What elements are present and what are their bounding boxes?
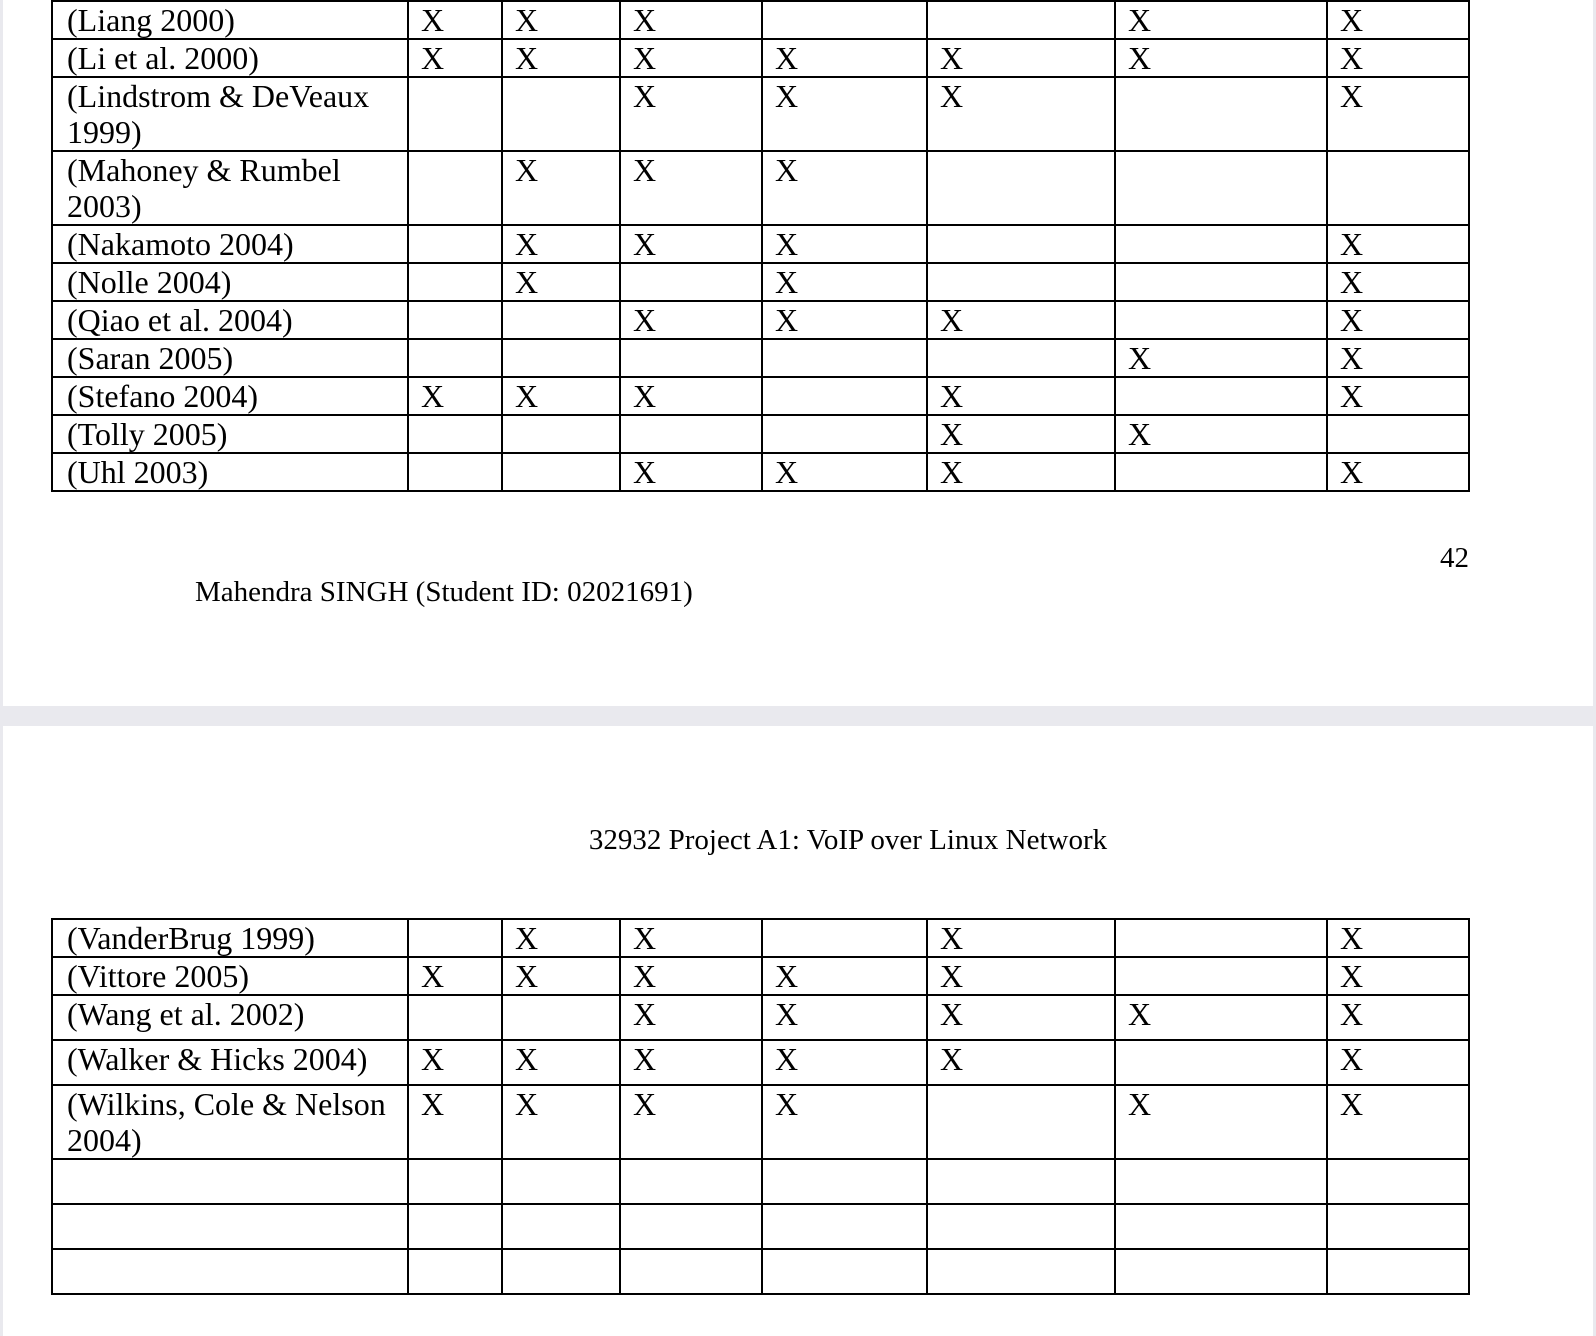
- criteria-mark-cell: X: [408, 1085, 502, 1159]
- table-row: [52, 453, 1469, 491]
- reference-cell: (Nolle 2004): [52, 263, 408, 301]
- criteria-mark-cell: [408, 301, 502, 339]
- reference-cell: (Walker & Hicks 2004): [52, 1040, 408, 1085]
- criteria-mark-cell: [620, 415, 762, 453]
- criteria-mark-cell: X: [502, 263, 620, 301]
- criteria-mark-cell: X: [1327, 39, 1469, 77]
- criteria-mark-cell: [762, 1249, 927, 1294]
- criteria-mark-cell: [620, 339, 762, 377]
- table-row: [52, 39, 1469, 77]
- criteria-mark-cell: X: [1327, 1040, 1469, 1085]
- criteria-mark-cell: X: [408, 957, 502, 995]
- criteria-mark-cell: X: [502, 1040, 620, 1085]
- criteria-mark-cell: [408, 1204, 502, 1249]
- criteria-mark-cell: [1115, 263, 1327, 301]
- reference-cell: (Li et al. 2000): [52, 39, 408, 77]
- reference-cell: (Lindstrom & DeVeaux 1999): [52, 77, 408, 151]
- criteria-mark-cell: [1327, 415, 1469, 453]
- criteria-mark-cell: X: [927, 77, 1115, 151]
- reference-cell: (Qiao et al. 2004): [52, 301, 408, 339]
- criteria-mark-cell: X: [762, 1040, 927, 1085]
- criteria-mark-cell: [927, 263, 1115, 301]
- criteria-mark-cell: [502, 453, 620, 491]
- reference-cell: (VanderBrug 1999): [52, 919, 408, 957]
- criteria-mark-cell: [762, 339, 927, 377]
- criteria-mark-cell: [1115, 1249, 1327, 1294]
- reference-cell: [52, 1159, 408, 1204]
- criteria-mark-cell: X: [620, 919, 762, 957]
- criteria-mark-cell: [927, 151, 1115, 225]
- criteria-mark-cell: X: [620, 1085, 762, 1159]
- criteria-mark-cell: X: [1327, 225, 1469, 263]
- criteria-mark-cell: [1327, 1249, 1469, 1294]
- table-row: [52, 995, 1469, 1040]
- criteria-mark-cell: X: [408, 1, 502, 39]
- literature-matrix-table: [51, 0, 1470, 492]
- criteria-mark-cell: [927, 1159, 1115, 1204]
- criteria-mark-cell: X: [408, 39, 502, 77]
- criteria-mark-cell: [1115, 1040, 1327, 1085]
- criteria-mark-cell: X: [927, 39, 1115, 77]
- criteria-mark-cell: X: [927, 957, 1115, 995]
- criteria-mark-cell: [1327, 151, 1469, 225]
- criteria-mark-cell: X: [1115, 415, 1327, 453]
- criteria-mark-cell: [502, 1159, 620, 1204]
- criteria-mark-cell: [1327, 1204, 1469, 1249]
- criteria-mark-cell: [1115, 225, 1327, 263]
- table-row: [52, 263, 1469, 301]
- criteria-mark-cell: [620, 1159, 762, 1204]
- criteria-mark-cell: [1115, 1159, 1327, 1204]
- criteria-mark-cell: [762, 1159, 927, 1204]
- criteria-mark-cell: X: [620, 453, 762, 491]
- criteria-mark-cell: X: [927, 301, 1115, 339]
- criteria-mark-cell: X: [762, 1085, 927, 1159]
- criteria-mark-cell: X: [1115, 995, 1327, 1040]
- criteria-mark-cell: X: [502, 1, 620, 39]
- criteria-mark-cell: [762, 919, 927, 957]
- criteria-mark-cell: X: [502, 919, 620, 957]
- criteria-mark-cell: X: [1327, 995, 1469, 1040]
- criteria-mark-cell: [927, 339, 1115, 377]
- page-header: 32932 Project A1: VoIP over Linux Network: [588, 824, 1108, 856]
- criteria-mark-cell: X: [1327, 1085, 1469, 1159]
- criteria-mark-cell: X: [762, 39, 927, 77]
- criteria-mark-cell: X: [762, 151, 927, 225]
- table-row: [52, 1204, 1469, 1249]
- criteria-mark-cell: [762, 1, 927, 39]
- table-row: [52, 1, 1469, 39]
- table-row: [52, 1249, 1469, 1294]
- criteria-mark-cell: X: [502, 151, 620, 225]
- criteria-mark-cell: X: [1327, 919, 1469, 957]
- criteria-mark-cell: X: [1115, 1085, 1327, 1159]
- criteria-mark-cell: [927, 1249, 1115, 1294]
- criteria-mark-cell: [502, 1249, 620, 1294]
- criteria-mark-cell: X: [408, 377, 502, 415]
- criteria-mark-cell: [927, 1204, 1115, 1249]
- criteria-mark-cell: X: [620, 39, 762, 77]
- criteria-mark-cell: [408, 995, 502, 1040]
- criteria-mark-cell: [408, 919, 502, 957]
- criteria-mark-cell: X: [620, 151, 762, 225]
- criteria-mark-cell: X: [620, 377, 762, 415]
- criteria-mark-cell: X: [502, 39, 620, 77]
- criteria-mark-cell: X: [762, 453, 927, 491]
- criteria-mark-cell: X: [762, 301, 927, 339]
- reference-cell: (Wilkins, Cole & Nelson 2004): [52, 1085, 408, 1159]
- criteria-mark-cell: X: [927, 377, 1115, 415]
- criteria-mark-cell: X: [620, 77, 762, 151]
- criteria-mark-cell: [1115, 377, 1327, 415]
- criteria-mark-cell: X: [620, 957, 762, 995]
- criteria-mark-cell: [620, 263, 762, 301]
- criteria-mark-cell: [502, 77, 620, 151]
- criteria-mark-cell: X: [1115, 339, 1327, 377]
- criteria-mark-cell: X: [1327, 957, 1469, 995]
- document-page-42: [3, 0, 1593, 706]
- criteria-mark-cell: [408, 339, 502, 377]
- reference-cell: [52, 1204, 408, 1249]
- reference-cell: (Stefano 2004): [52, 377, 408, 415]
- criteria-mark-cell: [927, 1085, 1115, 1159]
- criteria-mark-cell: X: [502, 1085, 620, 1159]
- criteria-mark-cell: [408, 151, 502, 225]
- criteria-mark-cell: [408, 453, 502, 491]
- criteria-mark-cell: [408, 1159, 502, 1204]
- table-row: [52, 919, 1469, 957]
- criteria-mark-cell: [762, 377, 927, 415]
- criteria-mark-cell: X: [620, 1, 762, 39]
- table-row: [52, 339, 1469, 377]
- criteria-mark-cell: [1115, 957, 1327, 995]
- criteria-mark-cell: X: [1115, 1, 1327, 39]
- criteria-mark-cell: [502, 995, 620, 1040]
- criteria-mark-cell: X: [502, 225, 620, 263]
- criteria-mark-cell: [927, 1, 1115, 39]
- document-page-43: [3, 726, 1593, 1336]
- reference-cell: (Saran 2005): [52, 339, 408, 377]
- criteria-mark-cell: X: [1327, 1, 1469, 39]
- criteria-mark-cell: X: [620, 1040, 762, 1085]
- criteria-mark-cell: X: [1115, 39, 1327, 77]
- table-row: [52, 957, 1469, 995]
- table-row: [52, 1085, 1469, 1159]
- criteria-mark-cell: X: [1327, 77, 1469, 151]
- page-footer: Mahendra SINGH (Student ID: 02021691): [195, 576, 693, 608]
- criteria-mark-cell: X: [1327, 263, 1469, 301]
- table-row: [52, 377, 1469, 415]
- criteria-mark-cell: X: [620, 995, 762, 1040]
- criteria-mark-cell: X: [620, 301, 762, 339]
- reference-cell: (Tolly 2005): [52, 415, 408, 453]
- criteria-mark-cell: X: [620, 225, 762, 263]
- criteria-mark-cell: X: [762, 995, 927, 1040]
- criteria-mark-cell: X: [502, 957, 620, 995]
- reference-cell: (Uhl 2003): [52, 453, 408, 491]
- criteria-mark-cell: [502, 415, 620, 453]
- criteria-mark-cell: X: [1327, 377, 1469, 415]
- page-number: 42: [1440, 542, 1469, 574]
- criteria-mark-cell: [408, 263, 502, 301]
- criteria-mark-cell: [1115, 453, 1327, 491]
- criteria-mark-cell: X: [1327, 301, 1469, 339]
- criteria-mark-cell: [502, 1204, 620, 1249]
- criteria-mark-cell: [1115, 77, 1327, 151]
- criteria-mark-cell: X: [927, 995, 1115, 1040]
- table-row: [52, 301, 1469, 339]
- criteria-mark-cell: [620, 1249, 762, 1294]
- criteria-mark-cell: X: [502, 377, 620, 415]
- table-row: [52, 415, 1469, 453]
- criteria-mark-cell: [408, 77, 502, 151]
- table-row: [52, 225, 1469, 263]
- table-row: [52, 1040, 1469, 1085]
- reference-cell: (Mahoney & Rumbel 2003): [52, 151, 408, 225]
- criteria-mark-cell: [502, 339, 620, 377]
- criteria-mark-cell: X: [927, 919, 1115, 957]
- reference-cell: [52, 1249, 408, 1294]
- table-row: [52, 151, 1469, 225]
- criteria-mark-cell: X: [1327, 339, 1469, 377]
- criteria-mark-cell: X: [1327, 453, 1469, 491]
- criteria-mark-cell: X: [927, 1040, 1115, 1085]
- reference-cell: (Vittore 2005): [52, 957, 408, 995]
- criteria-mark-cell: [1115, 301, 1327, 339]
- criteria-mark-cell: [1115, 151, 1327, 225]
- criteria-mark-cell: X: [762, 263, 927, 301]
- criteria-mark-cell: X: [762, 77, 927, 151]
- criteria-mark-cell: [762, 1204, 927, 1249]
- criteria-mark-cell: [620, 1204, 762, 1249]
- table-row: [52, 1159, 1469, 1204]
- criteria-mark-cell: [1327, 1159, 1469, 1204]
- literature-matrix-table-continued: [51, 918, 1470, 1295]
- table-row: [52, 77, 1469, 151]
- criteria-mark-cell: X: [762, 957, 927, 995]
- reference-cell: (Nakamoto 2004): [52, 225, 408, 263]
- criteria-mark-cell: [927, 225, 1115, 263]
- criteria-mark-cell: [408, 415, 502, 453]
- criteria-mark-cell: [1115, 919, 1327, 957]
- criteria-mark-cell: X: [408, 1040, 502, 1085]
- criteria-mark-cell: [1115, 1204, 1327, 1249]
- criteria-mark-cell: X: [927, 415, 1115, 453]
- reference-cell: (Wang et al. 2002): [52, 995, 408, 1040]
- criteria-mark-cell: [502, 301, 620, 339]
- criteria-mark-cell: [408, 1249, 502, 1294]
- reference-cell: (Liang 2000): [52, 1, 408, 39]
- criteria-mark-cell: [408, 225, 502, 263]
- criteria-mark-cell: X: [762, 225, 927, 263]
- criteria-mark-cell: X: [927, 453, 1115, 491]
- criteria-mark-cell: [762, 415, 927, 453]
